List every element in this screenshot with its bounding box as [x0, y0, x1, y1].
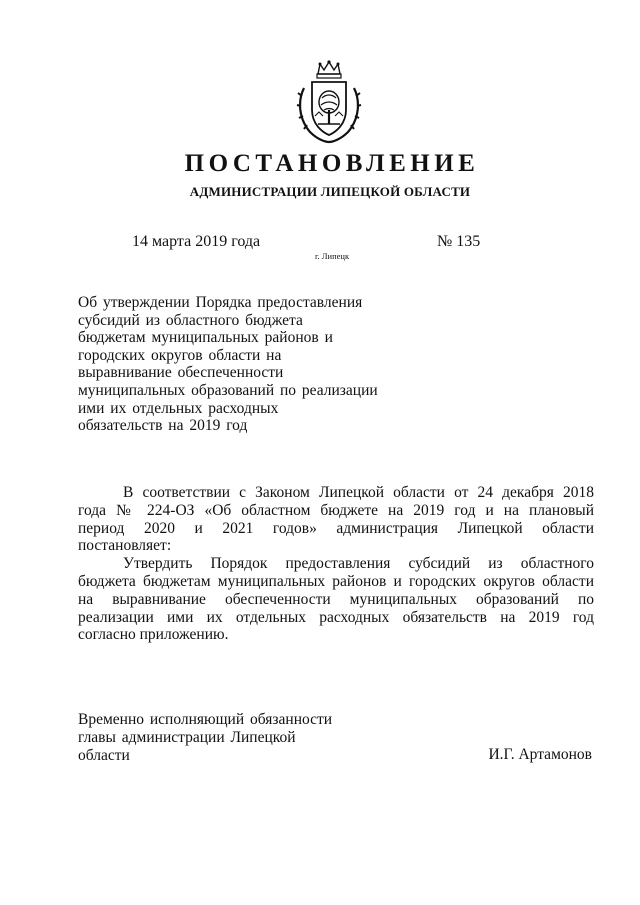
body-line: бюджета бюджетам муниципальных районов и городских округов области	[78, 572, 594, 590]
document-subtitle: АДМИНИСТРАЦИИ ЛИПЕЦКОЙ ОБЛАСТИ	[189, 184, 471, 199]
signer-position-line: области	[78, 746, 130, 764]
document-body	[78, 484, 594, 644]
body-line: В соответствии с Законом Липецкой области от 24 декабря 2018	[123, 484, 594, 501]
body-line: период 2020 и 2021 годов» администрация Липецкой области	[78, 519, 594, 537]
document-number: № 135	[437, 233, 481, 250]
heading-line: выравнивание обеспеченности	[78, 364, 284, 382]
heading-line: городских округов области на	[78, 346, 282, 364]
body-line: на выравнивание обеспеченности муниципальных образований по	[78, 590, 594, 608]
paragraph-preamble	[78, 484, 594, 555]
coat-of-arms-icon	[296, 60, 362, 144]
document-city: г. Липецк	[315, 251, 350, 261]
heading-line: Об утверждении Порядка предоставления	[78, 294, 363, 311]
signer-position-line: главы администрации Липецкой	[78, 728, 296, 746]
signer-position-line: Временно исполняющий обязанности	[78, 711, 333, 728]
heading-line: обязательств на 2019 год	[78, 417, 248, 435]
document-date: 14 марта 2019 года	[132, 233, 261, 250]
paragraph-resolution	[78, 555, 594, 644]
document-title: ПОСТАНОВЛЕНИЕ	[184, 150, 480, 177]
heading-line: бюджетам муниципальных районов и	[78, 329, 333, 347]
body-line: реализации ими их отдельных расходных обязательств на 2019 год	[78, 608, 594, 626]
signer-name: И.Г. Артамонов	[488, 746, 592, 763]
heading-line: субсидий из областного бюджета	[78, 311, 303, 329]
heading-line: ими их отдельных расходных	[78, 399, 279, 417]
body-line: согласно приложению.	[78, 626, 229, 644]
heading-line: муниципальных образований по реализации	[78, 381, 378, 399]
body-line: постановляет:	[78, 537, 172, 555]
document-heading	[78, 294, 388, 435]
body-line: года № 224-ОЗ «Об областном бюджете на 2019 год и на плановый	[78, 501, 594, 519]
body-line: Утвердить Порядок предоставления субсидий из областного	[123, 555, 594, 573]
